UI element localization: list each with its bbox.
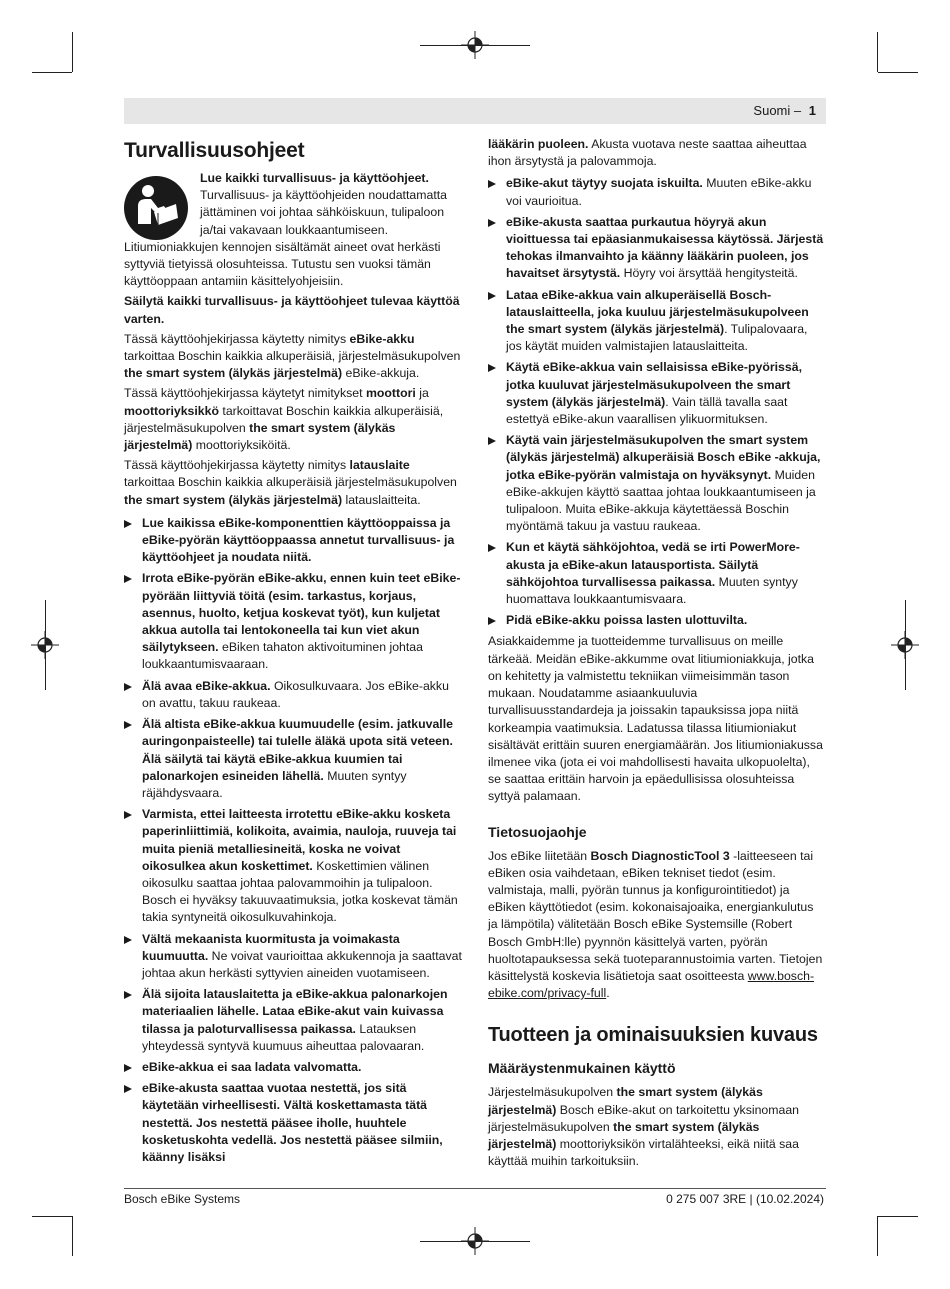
list-item: Irrota eBike-pyörän eBike-akku, ennen kuin teet eBike-pyörään liittyviä töitä (esim. tarkastus, korjaus, asennus, huolto, ketjua koskevat työt), kun kuljetat akkua autolla tai lentokoneella tai kun viet akun säilytykseen. eBiken tahaton aktivoituminen johtaa loukkaantumisvaaraan. xyxy=(124,570,462,673)
list-item: eBike-akusta saattaa purkautua höyryä akun vioittuessa tai epäasianmukaisessa käytössä. Järjestä tehokas ilmanvaihto ja käänny lääkärin puoleen, jos havaitset ärsytystä. Höyry voi ärsyttää hengitysteitä. xyxy=(488,214,826,283)
crop-mark xyxy=(877,32,878,72)
footer-divider xyxy=(124,1188,826,1189)
list-item: eBike-akut täytyy suojata iskuilta. Muuten eBike-akku voi vaurioitua. xyxy=(488,175,826,209)
crop-mark xyxy=(45,600,46,690)
crop-mark xyxy=(72,1216,73,1256)
bullet-arrow-icon xyxy=(488,219,496,227)
crop-mark xyxy=(905,600,906,690)
bullet-arrow-icon xyxy=(124,520,132,528)
footer-left: Bosch eBike Systems xyxy=(124,1192,241,1206)
header-language: Suomi xyxy=(753,103,791,118)
list-item: Älä altista eBike-akkua kuumuudelle (esim. jatkuvalle auringonpaisteelle) tai tulelle äläkä upota sitä veteen. Älä säilytä tai käytä eBike-akkua kuumien tai palonarkojen esineiden lähellä. Muuten syntyy räjähdysvaara. xyxy=(124,716,462,802)
list-item: Käytä vain järjestelmäsukupolven the smart system (älykäs järjestelmä) alkuperäisiä Bosch eBike -akkuja, jotka eBike-pyörän valmistaja on hyväksynyt. Muiden eBike-akkujen käyttö saattaa johtaa loukkaantumiseen ja tulipaloon. Muita eBike-akkuja käytettäessä Boschin myöntämä takuu ja vastuu raukeaa. xyxy=(488,432,826,535)
paragraph: Järjestelmäsukupolven the smart system (älykäs järjestelmä) Bosch eBike-akut on tarkoitettu yksinomaan järjestelmäsukupolven the smart system (älykäs järjestelmä) moottoriyksikön virtalähteeksi, eikä niitä saa käyttää muihin tarkoituksiin. xyxy=(488,1085,800,1169)
bullet-arrow-icon xyxy=(488,180,496,188)
list-item: eBike-akusta saattaa vuotaa nestettä, jos sitä käytetään virheellisesti. Vältä koskettamasta tätä nestettä. Jos nestettä pääsee iholle, huuhtele kosketuskohta vedellä. Jos nestettä pääsee silmiin, käänny lisäksi xyxy=(124,1080,462,1166)
list-item: Älä sijoita latauslaitetta ja eBike-akkua palonarkojen materiaalien lähelle. Lataa eBike-akut vain kuivassa tilassa ja paloturvallisessa paikassa. Latauksen yhteydessä syntyvä kuumuus aiheuttaa palovaaran. xyxy=(124,986,462,1055)
intro-block xyxy=(124,170,462,239)
crop-mark xyxy=(72,32,73,72)
paragraph: Tässä käyttöohjekirjassa käytetty nimitys eBike-akku tarkoittaa Boschin kaikkia alkuperäisiä, järjestelmäsukupolven the smart system (älykäs järjestelmä) eBike-akkuja. xyxy=(124,331,461,381)
registration-mark-icon xyxy=(461,1227,489,1255)
safety-list-continued xyxy=(488,175,826,629)
bullet-arrow-icon xyxy=(488,617,496,625)
list-item: eBike-akkua ei saa ladata valvomatta. xyxy=(124,1059,462,1076)
bullet-arrow-icon xyxy=(488,364,496,372)
intro-text: Turvallisuus- ja käyttöohjeiden noudattamatta jättäminen voi johtaa sähköiskuun, tulipaloon ja/tai vakavaan loukkaantumiseen. xyxy=(200,188,447,237)
bullet-arrow-icon xyxy=(124,721,132,729)
bullet-arrow-icon xyxy=(124,683,132,691)
intro-bold: Lue kaikki turvallisuus- ja käyttöohjeet. xyxy=(200,171,429,185)
left-column xyxy=(124,138,462,1170)
bullet-arrow-icon xyxy=(124,811,132,819)
bullet-arrow-icon xyxy=(124,936,132,944)
list-item: Varmista, ettei laitteesta irrotettu eBike-akku kosketa paperinliittimiä, kolikoita, avaimia, nauloja, ruuveja tai muita pieniä metalliesineitä, koska ne voivat oikosulkea akun koskettimet. Koskettimien välinen oikosulku saattaa johtaa palovammoihin ja tulipaloon. Bosch ei hyväksy takuuvaatimuksia, jotka koskevat tämän takia syntyneitä oikosulkuvahinkoja. xyxy=(124,806,462,926)
list-item: Vältä mekaanista kuormitusta ja voimakasta kuumuutta. Ne voivat vaurioittaa akkukennoja ja saattavat johtaa akun herkästi syttyvien aineiden vuotamiseen. xyxy=(124,931,462,983)
list-item: Älä avaa eBike-akkua. Oikosulkuvaara. Jos eBike-akku on avattu, takuu raukeaa. xyxy=(124,678,462,712)
registration-mark-icon xyxy=(461,31,489,59)
paragraph: Jos eBike liitetään Bosch DiagnosticTool 3 -laitteeseen tai eBiken osia vaihdetaan, eBiken tekniset tiedot (esim. valmistaja, malli, pyörän tunnus ja konfigurointitiedot) ja eBiken käyttötiedot (esim. kokonaisajoaika, energiankulutus ja lämpötila) välitetään Bosch eBike Systemsille (Robert Bosch GmbH:lle) pyynnön käsittelyä varten, pyörän huoltotapauksessa sekä tuoteparannustoimia varten. Tietojen käsittelystä koskevia lisätietoja saat osoitteesta www.bosch-ebike.com/privacy-full. xyxy=(488,848,823,1001)
crop-mark xyxy=(877,1216,878,1256)
list-item: Lue kaikissa eBike-komponenttien käyttöoppaissa ja eBike-pyörän käyttöoppaassa annetut turvallisuus- ja käyttöohjeet ja noudata niitä. xyxy=(124,515,462,567)
page-header xyxy=(753,103,816,118)
safety-list xyxy=(124,515,462,1166)
list-item: Käytä eBike-akkua vain sellaisissa eBike-pyörissä, jotka kuuluvat järjestelmäsukupolveen the smart system (älykäs järjestelmä). Vain tällä tavalla saat estettyä eBike-akun vaarallisen ylikuormituksen. xyxy=(488,359,826,428)
header-separator: – xyxy=(793,103,802,118)
paragraph: Tässä käyttöohjekirjassa käytetyt nimitykset moottori ja moottoriyksikkö tarkoittavat Boschin kaikkia alkuperäisiä, järjestelmäsukupolven the smart system (älykäs järjestelmä) moottoriyksiköitä. xyxy=(124,386,444,453)
bullet-arrow-icon xyxy=(124,991,132,999)
bullet-arrow-icon xyxy=(488,292,496,300)
list-item: Pidä eBike-akku poissa lasten ulottuvilta. xyxy=(488,612,826,629)
list-item-continuation: lääkärin puoleen. Akusta vuotava neste saattaa aiheuttaa ihon ärsytystä ja palovammoja. xyxy=(488,137,807,169)
section-title-intended-use: Määräystenmukainen käyttö xyxy=(488,1060,676,1077)
bullet-arrow-icon xyxy=(124,1064,132,1072)
page-header-band xyxy=(124,98,826,124)
list-item: Kun et käytä sähköjohtoa, vedä se irti PowerMore-akusta ja eBike-akun latausportista. Säilytä sähköjohtoa turvallisessa paikassa. Muuten syntyy huomattava loukkaantumisvaara. xyxy=(488,539,826,608)
crop-mark xyxy=(32,1216,72,1217)
section-title-product: Tuotteen ja ominaisuuksien kuvaus xyxy=(488,1024,818,1047)
footer-right: 0 275 007 3RE | (10.02.2024) xyxy=(666,1192,824,1206)
page-number: 1 xyxy=(808,103,816,118)
crop-mark xyxy=(878,1216,918,1217)
bullet-arrow-icon xyxy=(124,1085,132,1093)
crop-mark xyxy=(32,72,72,73)
privacy-link[interactable]: www.bosch-ebike.com/privacy-full xyxy=(488,968,815,1001)
crop-mark xyxy=(878,72,918,73)
paragraph: Asiakkaidemme ja tuotteidemme turvallisuus on meille tärkeää. Meidän eBike-akkumme ovat litiumioniakkuja, jotka on kehitetty ja valmistettu tekniikan viimeisimmän tason mukaan. Noudatamme asiaankuuluvia turvallisuusstandardeja ja joissakin tapauksissa jopa niitä korkeampia vaatimuksia. Ladatussa tilassa litiumioniakut sisältävät erittäin suuren energiamäärän. Jos litiumioniakussa ilmenee vika (jota ei voi mahdollisesti havaita ulkopuolelta), se saattaa erittäin harvoin ja epäedullisissa olosuhteissa syttyä palamaan. xyxy=(488,634,823,804)
paragraph: Litiumioniakkujen kennojen sisältämät aineet ovat herkästi syttyviä tietyissä olosuhteissa. Tutustu sen vuoksi tämän käyttöoppaan antamiin käsittelyohjeisiin. xyxy=(124,239,441,289)
section-title-privacy: Tietosuojaohje xyxy=(488,823,587,840)
bullet-arrow-icon xyxy=(124,575,132,583)
right-column xyxy=(488,136,826,1173)
paragraph: Tässä käyttöohjekirjassa käytetty nimitys latauslaite tarkoittaa Boschin kaikkia alkuperäisiä järjestelmäsukupolven the smart system (älykäs järjestelmä) latauslaitteita. xyxy=(124,458,457,507)
section-title-safety: Turvallisuusohjeet xyxy=(124,139,305,162)
bullet-arrow-icon xyxy=(488,544,496,552)
paragraph-bold: Säilytä kaikki turvallisuus- ja käyttöohjeet tulevaa käyttöä varten. xyxy=(124,294,460,326)
bullet-arrow-icon xyxy=(488,437,496,445)
list-item: Lataa eBike-akkua vain alkuperäisellä Bosch-latauslaitteella, joka kuuluu järjestelmäsukupolveen the smart system (älykäs järjestelmä). Tulipalovaara, jos käytät muiden valmistajien latauslaitteita. xyxy=(488,287,826,356)
read-manual-icon xyxy=(124,176,188,240)
